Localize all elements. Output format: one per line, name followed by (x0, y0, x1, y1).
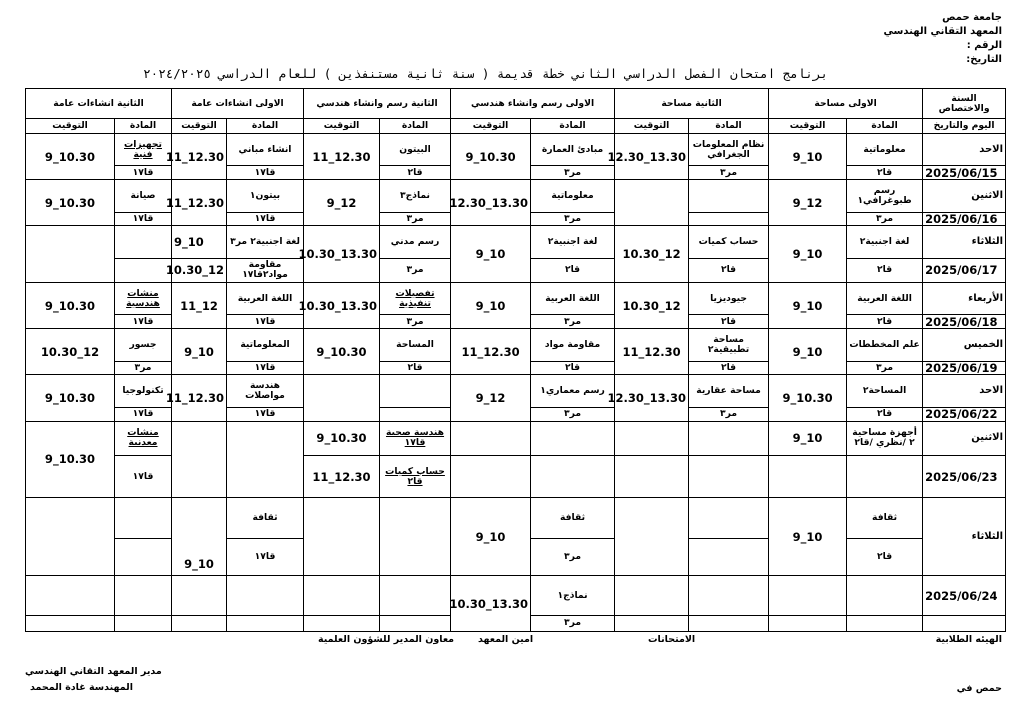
day-name: الثلاثاء (923, 226, 1006, 258)
hall-cell: مر٣ (531, 407, 615, 421)
subject-cell: بيتون١ (227, 180, 304, 212)
time-cell (615, 615, 689, 631)
time-cell: 12_10.30 (615, 283, 689, 329)
time-cell (615, 497, 689, 576)
number-label: الرقم : (966, 40, 1002, 51)
header-group-5: الاولى انشاءات عامة (172, 89, 304, 119)
subject-cell: ثقافة (531, 497, 615, 539)
time-cell (769, 576, 847, 615)
exam-date: 2025/06/24 (923, 576, 1006, 615)
time-cell: 10_9 (769, 329, 847, 375)
header-group-1: الاولى مساحة (769, 89, 923, 119)
time-cell (769, 456, 847, 498)
header-group-4: الثانية رسم وانشاء هندسي (304, 89, 451, 119)
subheader-subject: المادة (689, 119, 769, 134)
time-cell: 10_9 (172, 226, 227, 258)
hall-cell: مر٣ (380, 258, 451, 282)
header-group-6: الثانية انشاءات عامة (26, 89, 172, 119)
hall-cell: مر٣ (847, 361, 923, 375)
time-cell: 10.30_9 (769, 375, 847, 421)
footer-exams: الامتحانات (648, 634, 696, 645)
time-cell: 13.30_10.30 (304, 283, 380, 329)
hall-cell: قا٢ (847, 258, 923, 282)
time-cell: 12_10.30 (172, 258, 227, 282)
subject-cell: نماذج٣ (380, 180, 451, 212)
hall-cell: قا١٧ (227, 407, 304, 421)
day-name: الثلاثاء (923, 497, 1006, 576)
subject-cell: تفصيلات تنفيذية (380, 283, 451, 315)
time-cell: 10_9 (451, 497, 531, 576)
time-cell: 13.30_10.30 (451, 576, 531, 632)
time-cell: 10_9 (172, 329, 227, 375)
footer-secretary: امين المعهد (478, 634, 534, 645)
hall-cell: قا٢ (380, 361, 451, 375)
subject-cell: رسم مدني (380, 226, 451, 258)
subject-cell: تجهيزات فنية (115, 134, 172, 166)
date-label: التاريخ: (966, 54, 1002, 65)
hall-cell (689, 539, 769, 576)
time-cell: 10.30_9 (26, 375, 115, 421)
subject-cell: لغة اجنبية٢ (847, 226, 923, 258)
hall-cell: قا٢ (380, 166, 451, 180)
day-name: الخميس (923, 329, 1006, 361)
time-cell: 12.30_11 (172, 180, 227, 226)
exam-date: 2025/06/15 (923, 166, 1006, 180)
hall-cell: مر٣ (531, 615, 615, 631)
time-cell (172, 421, 227, 497)
subject-cell: نماذج١ (531, 576, 615, 615)
time-cell (304, 615, 380, 631)
hall-cell: قا١٧ (227, 212, 304, 226)
time-cell (615, 576, 689, 615)
footer-place: حمص في (956, 683, 1002, 694)
exam-date: 2025/06/17 (923, 258, 1006, 282)
hall-cell (115, 539, 172, 576)
subject-cell: صيانة (115, 180, 172, 212)
hall-cell: مر٣ (531, 539, 615, 576)
document-header (883, 11, 1002, 67)
hall-cell: قا٢ (847, 166, 923, 180)
subject-cell: لغة اجنبية٢ مر٣ (227, 226, 304, 258)
hall-cell (380, 615, 451, 631)
time-cell (304, 576, 380, 615)
header-group-3: الاولى رسم وانشاء هندسي (451, 89, 615, 119)
time-cell: 12.30_11 (304, 134, 380, 180)
time-cell: 10_9 (769, 283, 847, 329)
time-cell: 12.30_11 (172, 134, 227, 180)
hall-cell: مر٣ (531, 166, 615, 180)
subject-cell: تكنولوجيا (115, 375, 172, 407)
subject-cell (689, 497, 769, 539)
subject-cell (380, 576, 451, 615)
subheader-time: التوقيت (304, 119, 380, 134)
hall-cell: مر٣ (689, 407, 769, 421)
subject-cell: منشات هندسية (115, 283, 172, 315)
subject-cell: المساحة٢ (847, 375, 923, 407)
subject-cell: مبادئ العمارة (531, 134, 615, 166)
subject-cell: رسم معماري١ (531, 375, 615, 407)
hall-cell: مر٣ (380, 212, 451, 226)
subject-cell: جيوديزيا (689, 283, 769, 315)
subheader-time: التوقيت (769, 119, 847, 134)
footer-deputy: معاون المدير للشؤون العلمية (318, 634, 455, 645)
subject-cell: جسور (115, 329, 172, 361)
hall-cell (847, 615, 923, 631)
time-cell (26, 615, 115, 631)
subject-cell: هندسة صحية قا١٧ (380, 421, 451, 456)
subject-cell: علم المخططات (847, 329, 923, 361)
time-cell: 10.30_9 (26, 180, 115, 226)
hall-cell (227, 615, 304, 631)
hall-cell (531, 456, 615, 498)
hall-cell: قا١٧ (115, 166, 172, 180)
subject-cell: المعلوماتية (227, 329, 304, 361)
time-cell: 13.30_12.30 (451, 180, 531, 226)
time-cell: 12_9 (304, 180, 380, 226)
subject-cell: ثقافة (227, 497, 304, 539)
subject-cell: المساحة (380, 329, 451, 361)
subheader-subject: المادة (531, 119, 615, 134)
footer-director-name: المهندسة غادة المحمد (30, 682, 133, 693)
day-name: الاثنين (923, 180, 1006, 212)
subject-cell: مساحة تطبيقية٢ (689, 329, 769, 361)
subject-cell (689, 180, 769, 212)
exam-date: 2025/06/23 (923, 456, 1006, 498)
exam-schedule-table (25, 88, 1006, 632)
subheader-time: التوقيت (615, 119, 689, 134)
subject-cell: اللغة العربية (847, 283, 923, 315)
hall-cell (115, 615, 172, 631)
time-cell: 12_9 (451, 375, 531, 421)
subject-cell: اللغة العربية (531, 283, 615, 315)
hall-cell: قا١٧ (115, 456, 172, 498)
time-cell (26, 497, 115, 576)
hall-cell (380, 407, 451, 421)
subject-cell: معلوماتية (847, 134, 923, 166)
day-name: الاثنين (923, 421, 1006, 456)
exam-date: 2025/06/22 (923, 407, 1006, 421)
day-name: الاحد (923, 134, 1006, 166)
subject-cell: مساحة عقارية (689, 375, 769, 407)
hall-cell: مر٣ (689, 166, 769, 180)
time-cell (615, 180, 689, 226)
time-cell: 10.30_9 (304, 421, 380, 456)
time-cell: 12.30_11 (615, 329, 689, 375)
subject-cell (380, 497, 451, 576)
exam-date: 2025/06/18 (923, 315, 1006, 329)
hall-cell (847, 456, 923, 498)
subheader-subject: المادة (380, 119, 451, 134)
subject-cell: مقاومة مواد (531, 329, 615, 361)
time-cell (615, 456, 689, 498)
subject-cell (115, 576, 172, 615)
subject-cell: حساب كميات قا٢ (380, 456, 451, 498)
time-cell (304, 497, 380, 576)
hall-cell: قا٢ (689, 361, 769, 375)
time-cell: 13.30_10.30 (304, 226, 380, 283)
hall-cell: مر٣ (380, 315, 451, 329)
subject-cell (115, 497, 172, 539)
time-cell: 10_9 (769, 421, 847, 456)
subheader-subject: المادة (115, 119, 172, 134)
hall-cell: قا٢ (531, 258, 615, 282)
time-cell: 13.30_12.30 (615, 134, 689, 180)
subheader-time: التوقيت (26, 119, 115, 134)
time-cell: 10_9 (451, 283, 531, 329)
hall-cell (689, 212, 769, 226)
hall-cell: قا٢ (847, 315, 923, 329)
subject-cell: انشاء مباني (227, 134, 304, 166)
time-cell: 12_11 (172, 283, 227, 329)
hall-cell: قا١٧ (115, 407, 172, 421)
hall-cell: قا١٧ (227, 361, 304, 375)
time-cell: 10.30_9 (26, 283, 115, 329)
document-title: برنامج امتحان الفصل الدراسي الثاني خطة قديمة ( سنة ثانية مستنفذين ) للعام الدراسي ٢٠٢٤/٢٠٢٥ (143, 66, 828, 81)
time-cell: 12.30_11 (304, 456, 380, 498)
time-cell: 12_10.30 (26, 329, 115, 375)
time-cell (451, 456, 531, 498)
hall-cell: قا١٧ (115, 212, 172, 226)
subject-cell: هندسة مواصلات (227, 375, 304, 407)
time-cell: 10_9 (769, 497, 847, 576)
time-cell (615, 421, 689, 456)
exam-date: 2025/06/16 (923, 212, 1006, 226)
footer-director-title: مدير المعهد التقاني الهندسي (25, 666, 162, 677)
subject-cell: اللغة العربية (227, 283, 304, 315)
time-cell: 10_9 (769, 226, 847, 283)
subject-cell: رسم طبوغرافي١ (847, 180, 923, 212)
hall-cell (689, 456, 769, 498)
subject-cell (531, 421, 615, 456)
subject-cell (689, 576, 769, 615)
subject-cell: معلوماتية (531, 180, 615, 212)
time-cell: 10.30_9 (304, 329, 380, 375)
subject-cell: منشات معدنية (115, 421, 172, 456)
time-cell: 10_9 (769, 134, 847, 180)
subject-cell (689, 421, 769, 456)
time-cell (172, 576, 227, 615)
exam-date: 2025/06/19 (923, 361, 1006, 375)
time-cell (26, 576, 115, 615)
hall-cell: قا١٧ (227, 315, 304, 329)
subject-cell: حساب كميات (689, 226, 769, 258)
subheader-time: التوقيت (172, 119, 227, 134)
time-cell (172, 615, 227, 631)
time-cell (451, 421, 531, 456)
time-cell: 10.30_9 (26, 421, 115, 497)
subject-cell: أجهزة مساحية ٢ /نظري /قا٢ (847, 421, 923, 456)
subheader-subject: المادة (847, 119, 923, 134)
subject-cell (115, 226, 172, 258)
time-cell: 12_9 (769, 180, 847, 226)
institute-name: المعهد التقاني الهندسي (883, 26, 1002, 37)
day-name: الأربعاء (923, 283, 1006, 315)
date-cell (923, 615, 1006, 631)
time-cell: 12_10.30 (615, 226, 689, 283)
hall-cell: مر٣ (115, 361, 172, 375)
time-cell: 10.30_9 (26, 134, 115, 180)
subheader-time: التوقيت (451, 119, 531, 134)
time-cell: 12.30_11 (451, 329, 531, 375)
subject-cell (847, 576, 923, 615)
subheader-day-date: اليوم والتاريخ (923, 119, 1006, 134)
hall-cell (689, 615, 769, 631)
footer-students: الهيئه الطلابية (935, 634, 1002, 645)
subject-cell: لغة اجنبية٢ (531, 226, 615, 258)
time-cell: 10_9 (451, 226, 531, 283)
subject-cell (227, 421, 304, 497)
time-cell: 10_9 (172, 497, 227, 576)
day-name: الاحد (923, 375, 1006, 407)
header-year-spec: السنة والاختصاص (923, 89, 1006, 119)
hall-cell: قا٢ (531, 361, 615, 375)
hall-cell: مر٣ (531, 212, 615, 226)
hall-cell: قا١٧ (227, 539, 304, 576)
hall-cell: قا٢ (689, 258, 769, 282)
time-cell: 12.30_11 (172, 375, 227, 421)
time-cell: 13.30_12.30 (615, 375, 689, 421)
hall-cell: قا١٧ (115, 315, 172, 329)
subject-cell: نظام المعلومات الجغرافي (689, 134, 769, 166)
time-cell (304, 375, 380, 421)
hall-cell: قا٢ (847, 539, 923, 576)
subject-cell: البيتون (380, 134, 451, 166)
hall-cell: قا٢ (847, 407, 923, 421)
subject-cell (227, 576, 304, 615)
hall-cell: قا٢ (689, 315, 769, 329)
subheader-subject: المادة (227, 119, 304, 134)
time-cell (769, 615, 847, 631)
hall-cell: مر٣ (847, 212, 923, 226)
header-group-2: الثانية مساحة (615, 89, 769, 119)
university-name: جامعة حمص (942, 12, 1002, 23)
time-cell (26, 226, 115, 283)
time-cell: 10.30_9 (451, 134, 531, 180)
subject-cell (380, 375, 451, 407)
hall-cell: قا١٧ (227, 166, 304, 180)
hall-cell: مر٣ (531, 315, 615, 329)
hall-cell (115, 258, 172, 282)
hall-cell: مقاومة مواد٢قا١٧ (227, 258, 304, 282)
subject-cell: ثقافة (847, 497, 923, 539)
